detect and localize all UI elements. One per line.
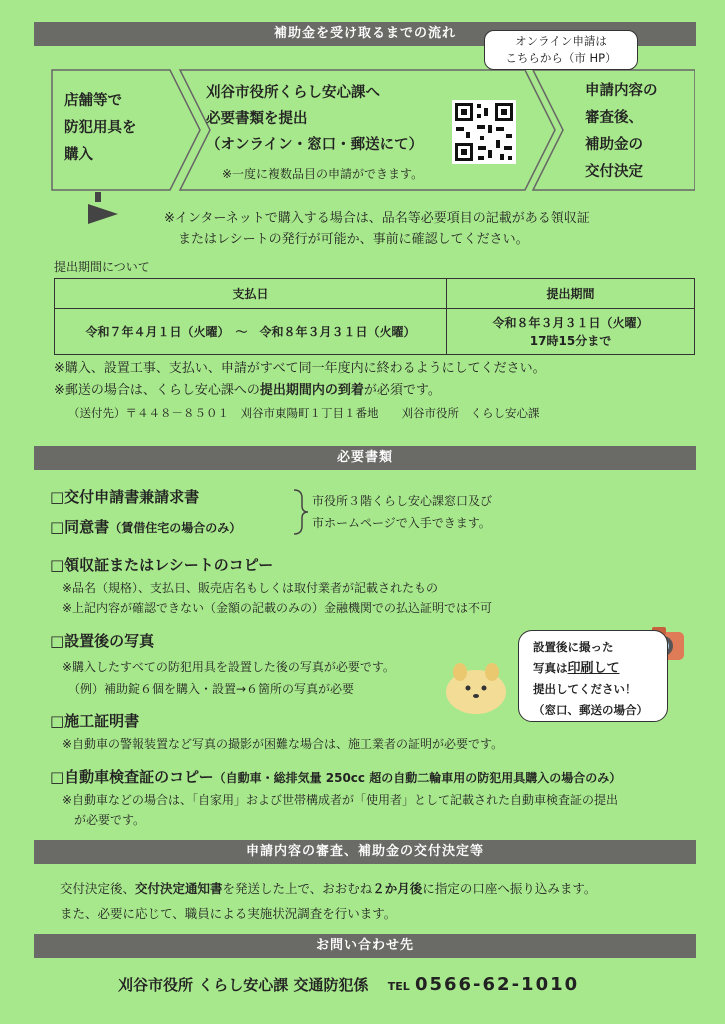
doc-vehicle-cert: □自動車検査証のコピー（自動車・総排気量 250cc 超の自動二輪車用の防犯用具購入の場合のみ） [50,768,622,786]
turn-arrow-line [98,192,138,202]
period-col1-value: 令和７年４月１日（火曜） ～ 令和８年３月３１日（火曜） [55,309,447,355]
tel-label: TEL [387,980,410,993]
section-contact-title: お問い合わせ先 [315,938,414,953]
dog-mascot-icon [440,656,512,716]
qr-code-icon[interactable] [452,100,516,164]
section-contact-header [34,934,696,958]
section-docs-header [34,446,696,470]
doc-consent-form: □同意書（賃借住宅の場合のみ） [50,518,242,536]
section-docs-title: 必要書類 [336,450,393,465]
internet-purchase-note: ※インターネットで購入する場合は、品名等必要項目の記載がある領収証 またはレシートの発行が可能か、事前に確認してください。 [164,211,590,247]
doc-application-form: □交付申請書兼請求書 [50,488,200,506]
period-col2-value: 令和８年３月３１日（火曜） 17時15分まで [447,309,695,355]
section-flow-title: 補助金を受け取るまでの流れ [273,26,456,41]
online-apply-bubble: オンライン申請は こちらから（市 HP） [484,30,638,70]
doc-photo: □設置後の写真 [50,632,155,650]
contact-office: 刈谷市役所 くらし安心課 交通防犯係 [118,976,369,994]
doc-vehicle-note: ※自動車などの場合は、「自家用」および世帯構成者が「使用者」として記載された自動車検査証の提出 が必要です。 [62,793,619,827]
turn-arrow-head-icon [88,202,128,226]
flow-step2-text: 刈谷市役所くらし安心課へ 必要書類を提出 （オンライン・窓口・郵送にて） [206,85,424,153]
section-decision-title: 申請内容の審査、補助金の交付決定等 [245,844,484,859]
period-table [54,278,695,355]
flow-step2-note: ※一度に複数品目の申請ができます。 [222,167,424,181]
period-caption: 提出期間について [54,260,150,274]
note-mail: ※郵送の場合は、くらし安心課への提出期間内の到着が必須です。 [54,383,441,398]
doc-photo-notes: ※購入したすべての防犯用具を設置した後の写真が必要です。 （例）補助錠６個を購入・設置→６箇所の写真が必要 [62,660,395,696]
doc-construction-note: ※自動車の警報装置など写真の撮影が困難な場合は、施工業者の証明が必要です。 [62,737,504,751]
period-col2-header: 提出期間 [447,279,695,309]
flow-step3-text: 申請内容の 審査後、 補助金の 交付決定 [585,83,658,180]
period-col1-header: 支払日 [55,279,447,309]
doc-construction-cert: □施工証明書 [50,712,140,730]
flow-step1-text: 店舗等で 防犯用具を 購入 [64,93,137,163]
section-decision-header [34,840,696,864]
contact-line [118,974,579,995]
doc-receipt-notes: ※品名（規格）、支払日、販売店名もしくは取付業者が記載されたもの ※上記内容が確認できない（金額の記載のみの）金融機関での払込証明では不可 [62,581,493,615]
tel-number: 0566-62-1010 [414,974,580,995]
decision-text: 交付決定後、交付決定通知書を発送した上で、おおむね２か月後に指定の口座へ振り込みます。 また、必要に応じて、職員による実施状況調査を行います。 [60,881,597,921]
photo-print-bubble: 設置後に撮った 写真は印刷して 提出してください！ （窓口、郵送の場合） [518,630,668,722]
doc-receipt-copy: □領収証またはレシートのコピー [50,556,274,574]
notes-block [54,358,546,424]
note-same-year: ※購入、設置工事、支払い、申請がすべて同一年度内に終わるようにしてください。 [54,361,546,376]
brace-icon [290,488,310,536]
mail-address: （送付先）〒４４８－８５０１ 刈谷市東陽町１丁目１番地 刈谷市役所 くらし安心課 [68,406,540,420]
brace-note: 市役所３階くらし安心課窓口及び 市ホームページで入手できます。 [312,494,493,530]
